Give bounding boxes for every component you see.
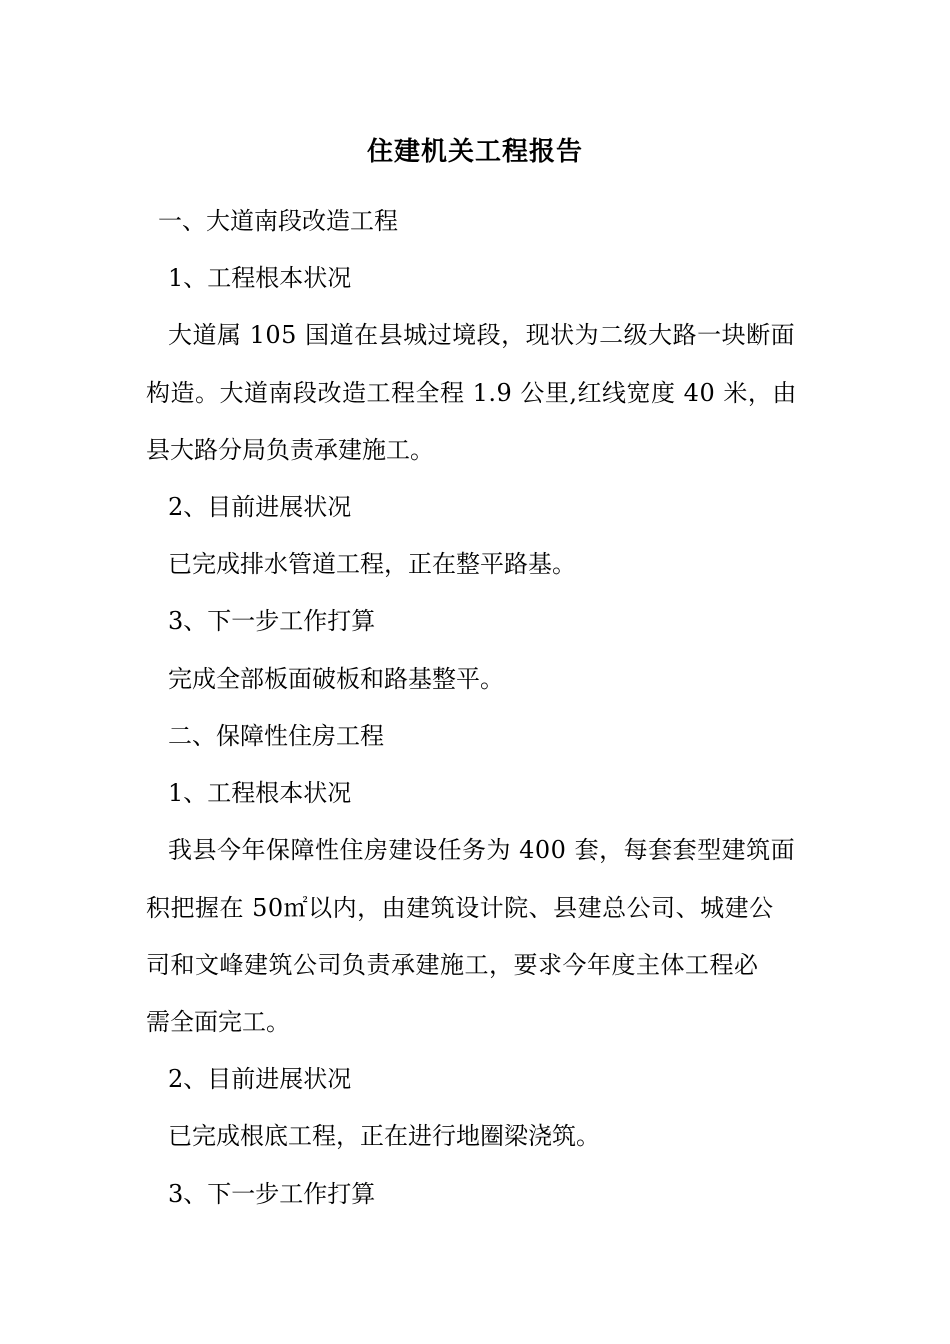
subheading-2-2: 2、目前进展状况 (168, 1065, 352, 1093)
section-heading-1: 一、大道南段改造工程 (158, 207, 398, 235)
subheading-2-1: 1、工程根本状况 (168, 779, 352, 807)
paragraph-line: 司和文峰建筑公司负责承建施工，要求今年度主体工程必 (146, 951, 759, 979)
subheading-2-3: 3、下一步工作打算 (168, 1180, 376, 1208)
document-title: 住建机关工程报告 (366, 137, 583, 167)
subheading-1-3: 3、下一步工作打算 (168, 607, 376, 635)
subheading-1-2: 2、目前进展状况 (168, 493, 352, 521)
paragraph-line: 大道属 105 国道在县城过境段，现状为二级大路一块断面 (168, 321, 796, 349)
subheading-1-1: 1、工程根本状况 (168, 264, 352, 292)
paragraph-line: 我县今年保障性住房建设任务为 400 套，每套套型建筑面 (168, 836, 796, 864)
paragraph-line: 已完成排水管道工程，正在整平路基。 (168, 550, 576, 578)
paragraph-line: 已完成根底工程，正在进行地圈梁浇筑。 (168, 1122, 600, 1150)
paragraph-line: 完成全部板面破板和路基整平。 (168, 665, 504, 693)
paragraph-line: 县大路分局负责承建施工。 (146, 436, 434, 464)
paragraph-line: 需全面完工。 (146, 1008, 290, 1036)
paragraph-line: 积把握在 50㎡以内，由建筑设计院、县建总公司、城建公 (146, 894, 774, 922)
section-heading-2: 二、保障性住房工程 (168, 722, 384, 750)
paragraph-line: 构造。大道南段改造工程全程 1.9 公里,红线宽度 40 米，由 (146, 379, 797, 407)
